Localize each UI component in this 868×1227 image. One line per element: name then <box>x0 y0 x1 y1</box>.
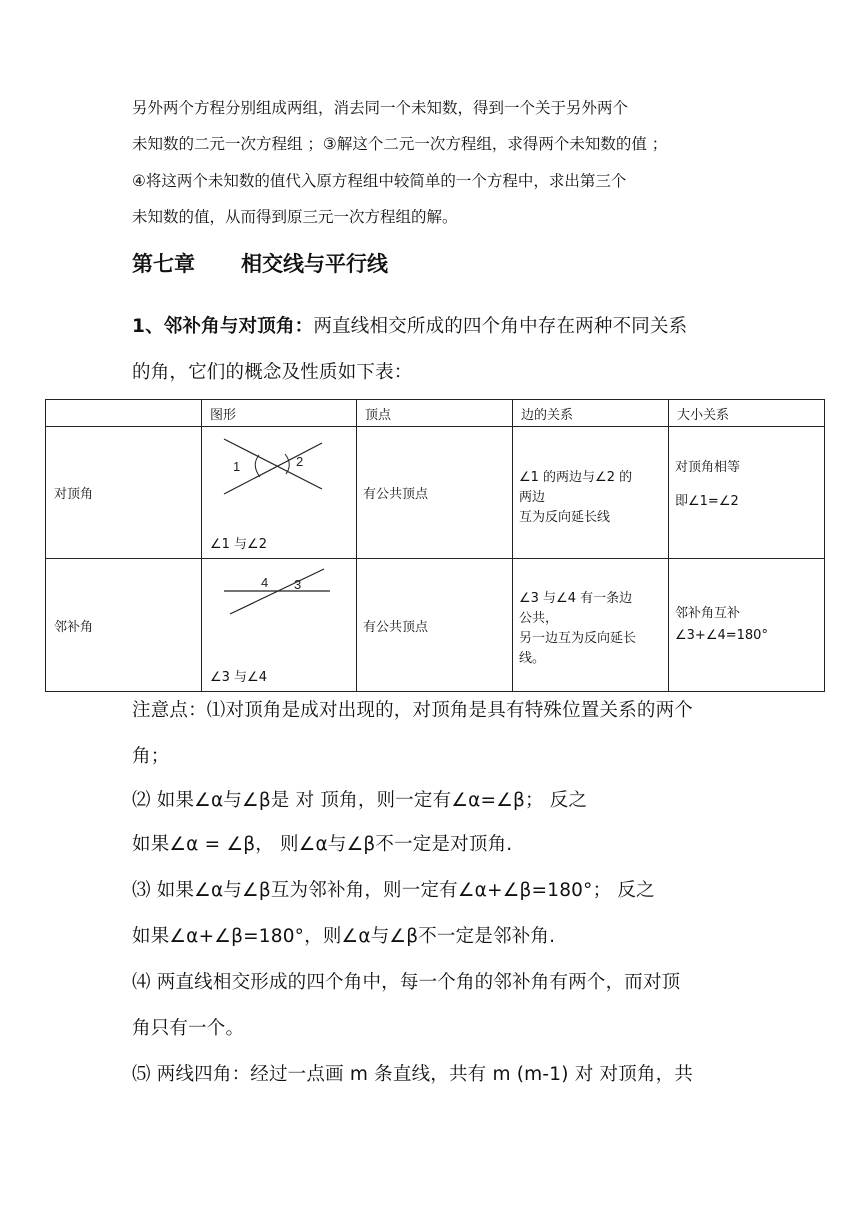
angle-label-1: 1 <box>233 459 241 474</box>
sides-cell <box>513 427 669 559</box>
sides-text-line: 公共， <box>519 611 559 626</box>
intro-line-3: ④将这两个未知数的值代入原方程组中较简单的一个方程中，求出第三个 <box>132 172 627 190</box>
vertex-cell: 有公共顶点 <box>357 559 513 692</box>
header-cell <box>46 400 202 427</box>
vertical-angles-figure <box>202 427 357 527</box>
size-text-line: 即∠1=∠2 <box>675 494 739 509</box>
header-cell: 顶点 <box>357 400 513 427</box>
angle-properties-table <box>45 399 825 692</box>
sides-text-line: 另一边互为反向延长 <box>519 631 637 646</box>
note-line-2: 角； <box>132 746 170 767</box>
chapter-heading <box>132 248 388 278</box>
arc-angle-1 <box>255 455 260 477</box>
figure-cell <box>202 427 357 559</box>
size-text-line: ∠3+∠4=180° <box>675 628 768 643</box>
section1-line-1 <box>132 316 687 338</box>
sides-text-line: ∠1 的两边与∠2 的 <box>519 469 633 485</box>
table-row <box>46 559 825 692</box>
header-cell: 大小关系 <box>669 400 825 427</box>
sides-text-line: 两边 <box>519 489 546 505</box>
row-label: 对顶角 <box>46 427 202 559</box>
size-cell <box>669 559 825 692</box>
header-cell: 边的关系 <box>513 400 669 427</box>
angle-label-3: 3 <box>294 577 302 592</box>
sides-text-line: 互为反向延长线 <box>519 509 611 525</box>
note-line-6: 如果∠α+∠β=180°，则∠α与∠β不一定是邻补角. <box>132 926 556 947</box>
note-line-4: 如果∠α = ∠β， 则∠α与∠β不一定是对顶角. <box>132 834 513 855</box>
chapter-title: 相交线与平行线 <box>241 252 388 276</box>
angle-label-4: 4 <box>261 575 269 590</box>
note-line-8: 角只有一个。 <box>132 1018 245 1039</box>
size-text-line: 对顶角相等 <box>675 460 741 475</box>
intro-line-4: 未知数的值，从而得到原三元一次方程组的解。 <box>132 208 458 226</box>
sides-text-line: ∠3 与∠4 有一条边 <box>519 591 633 606</box>
section1-text-1: 两直线相交所成的四个角中存在两种不同关系 <box>313 316 688 337</box>
table-row <box>46 427 825 559</box>
figure-caption: ∠3 与∠4 <box>210 670 267 685</box>
section1-title: 1、邻补角与对顶角： <box>132 316 314 337</box>
row-label: 邻补角 <box>46 559 202 692</box>
header-cell: 图形 <box>202 400 357 427</box>
sides-cell <box>513 559 669 692</box>
figure-caption: ∠1 与∠2 <box>210 537 267 552</box>
note-line-9: ⑸ 两线四角：经过一点画 m 条直线，共有 m (m-1) 对 对顶角，共 <box>132 1064 694 1085</box>
vertex-cell: 有公共顶点 <box>357 427 513 559</box>
chapter-number: 第七章 <box>132 252 195 276</box>
size-cell <box>669 427 825 559</box>
size-text-line: 邻补角互补 <box>675 606 741 621</box>
figure-cell <box>202 559 357 692</box>
adjacent-angles-figure <box>202 559 357 639</box>
sides-text-line: 线。 <box>519 651 546 666</box>
note-line-3: ⑵ 如果∠α与∠β是 对 顶角，则一定有∠α=∠β； 反之 <box>132 790 588 811</box>
table-header-row <box>46 400 825 427</box>
note-line-5: ⑶ 如果∠α与∠β互为邻补角，则一定有∠α+∠β=180°； 反之 <box>132 880 655 901</box>
note-line-7: ⑷ 两直线相交形成的四个角中，每一个角的邻补角有两个，而对顶 <box>132 972 681 993</box>
note-line-1: 注意点：⑴对顶角是成对出现的，对顶角是具有特殊位置关系的两个 <box>132 700 694 721</box>
intro-line-2: 未知数的二元一次方程组 ；③解这个二元一次方程组，求得两个未知数的值 ； <box>132 135 668 153</box>
section1-line-2: 的角，它们的概念及性质如下表： <box>132 362 413 383</box>
intro-line-1: 另外两个方程分别组成两组，消去同一个未知数，得到一个关于另外两个 <box>132 99 629 117</box>
angle-label-2: 2 <box>296 454 304 469</box>
